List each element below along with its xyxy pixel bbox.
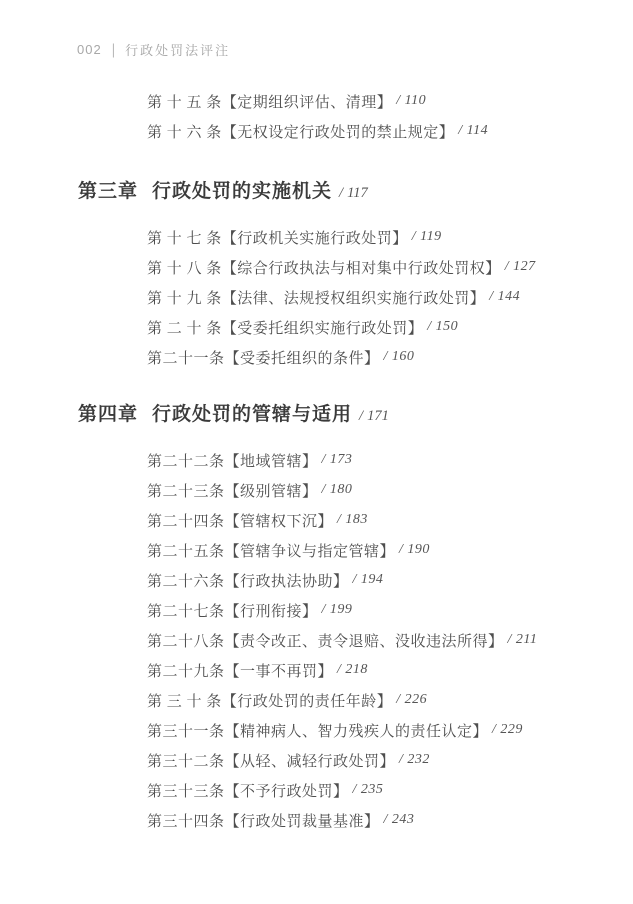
entry-title: 【级别管辖】 [224, 483, 318, 500]
entry-page [399, 752, 430, 768]
entry-title: 【行政执法协助】 [224, 573, 349, 590]
toc-entry [147, 715, 613, 745]
page-separator: / [383, 812, 388, 827]
entry-title: 【定期组织评估、清理】 [221, 94, 393, 111]
entry-page-number: 226 [404, 692, 428, 707]
entry-title: 【受委托组织实施行政处罚】 [221, 320, 424, 337]
entry-article-number: 第 十 九 条 [147, 290, 222, 307]
entry-page [399, 542, 430, 558]
page-separator: / [339, 185, 344, 201]
entry-page [508, 632, 538, 648]
entry-page-number: 211 [515, 632, 538, 647]
entry-article-number: 第 十 五 条 [147, 94, 222, 111]
chapter-heading [78, 179, 613, 205]
toc-entry [147, 116, 613, 146]
entry-article-number: 第二十六条 [147, 573, 225, 590]
entry-title: 【精神病人、智力残疾人的责任认定】 [224, 723, 489, 740]
entry-title: 【无权设定行政处罚的禁止规定】 [221, 124, 455, 141]
entry-article-number: 第二十七条 [147, 603, 225, 620]
page-separator: / [489, 289, 494, 304]
entry-title: 【管辖争议与指定管辖】 [224, 543, 396, 560]
entry-page-number: 229 [500, 722, 523, 737]
entry-page [412, 229, 442, 245]
entry-page [353, 572, 384, 588]
page-separator: / [337, 512, 342, 527]
page-separator: / [411, 229, 417, 244]
entry-title: 【从轻、减轻行政处罚】 [224, 753, 396, 770]
toc-entry [147, 535, 613, 565]
toc-entry [147, 565, 613, 595]
toc-entry [147, 342, 613, 372]
entry-article-number: 第 二 十 条 [147, 320, 222, 337]
entry-page-number: 232 [407, 752, 430, 767]
toc-entry [147, 86, 613, 116]
entry-title: 【法律、法规授权组织实施行政处罚】 [221, 290, 486, 307]
page-separator: / [321, 482, 326, 497]
toc-entry [147, 475, 613, 505]
toc-entry [147, 445, 613, 475]
chapter-page [339, 185, 368, 201]
entry-page [337, 662, 368, 678]
toc-entry [147, 655, 613, 685]
entry-page-number: 199 [329, 602, 353, 617]
entry-article-number: 第二十八条 [147, 633, 225, 650]
page-header [77, 41, 613, 57]
entry-article-number: 第 十 六 条 [147, 124, 222, 141]
entry-page [505, 259, 536, 275]
toc-entries-group [147, 86, 613, 146]
entry-page-number: 190 [407, 542, 430, 557]
entry-title: 【综合行政执法与相对集中行政处罚权】 [221, 260, 501, 277]
page-separator: / [396, 93, 401, 108]
entry-article-number: 第 十 八 条 [147, 260, 222, 277]
entry-article-number: 第三十四条 [147, 813, 225, 830]
table-of-contents [77, 86, 613, 835]
entry-page-number: 144 [497, 289, 521, 304]
chapter-title: 行政处罚的实施机关 [152, 181, 333, 202]
entry-page-number: 173 [329, 452, 353, 467]
entry-page [353, 782, 384, 798]
toc-entry [147, 222, 613, 252]
entry-page [489, 289, 520, 305]
entry-page [322, 602, 353, 618]
entry-article-number: 第二十一条 [147, 350, 225, 367]
chapter-title: 行政处罚的管辖与适用 [152, 404, 353, 425]
entry-title: 【行政处罚的责任年龄】 [221, 693, 393, 710]
entry-page [396, 692, 427, 708]
page-separator: / [399, 752, 404, 767]
toc-entries-group [147, 445, 613, 835]
entry-page [492, 722, 523, 738]
page-separator: / [458, 123, 463, 138]
entry-page-number: 218 [345, 662, 368, 677]
book-title: 行政处罚法评注 [125, 42, 231, 58]
page-separator: / [337, 662, 342, 677]
toc-entry [147, 685, 613, 715]
page-separator: / [507, 632, 512, 647]
entry-article-number: 第 十 七 条 [147, 230, 222, 247]
entry-page-number: 235 [360, 782, 384, 797]
entry-page [396, 93, 426, 109]
entry-article-number: 第三十二条 [147, 753, 225, 770]
entry-page [384, 812, 415, 828]
entry-title: 【一事不再罚】 [224, 663, 334, 680]
toc-entries-group [147, 222, 613, 372]
entry-article-number: 第三十三条 [147, 783, 225, 800]
page-separator: / [359, 408, 364, 424]
chapter-page-number: 117 [347, 185, 368, 201]
toc-entry [147, 625, 613, 655]
entry-page-number: 114 [466, 123, 489, 138]
chapter-label: 第四章 [78, 404, 139, 425]
entry-page-number: 127 [513, 259, 536, 274]
page-separator: / [399, 542, 404, 557]
page-separator: / [383, 349, 388, 364]
entry-title: 【行刑衔接】 [224, 603, 318, 620]
entry-page [427, 319, 458, 335]
toc-entry [147, 805, 613, 835]
entry-article-number: 第二十三条 [147, 483, 225, 500]
page-separator: / [352, 782, 357, 797]
header-divider: | [111, 40, 117, 58]
toc-entry [147, 312, 613, 342]
entry-page-number: 243 [391, 812, 415, 827]
entry-page [322, 482, 353, 498]
entry-page-number: 110 [404, 93, 427, 108]
toc-entry [147, 595, 613, 625]
chapter-heading [78, 402, 613, 428]
toc-entry [147, 282, 613, 312]
chapter-page [359, 408, 389, 424]
toc-entry [147, 775, 613, 805]
page-separator: / [352, 572, 357, 587]
chapter-label: 第三章 [78, 181, 139, 202]
toc-entry [147, 505, 613, 535]
page-separator: / [396, 692, 401, 707]
page-number: 002 [77, 41, 102, 57]
entry-title: 【受委托组织的条件】 [224, 350, 380, 367]
entry-page-number: 180 [329, 482, 353, 497]
toc-entry [147, 252, 613, 282]
entry-title: 【管辖权下沉】 [224, 513, 334, 530]
page-separator: / [321, 452, 326, 467]
entry-page-number: 160 [391, 349, 415, 364]
page-separator: / [321, 602, 326, 617]
entry-title: 【不予行政处罚】 [224, 783, 349, 800]
entry-title: 【行政机关实施行政处罚】 [221, 230, 408, 247]
entry-article-number: 第二十四条 [147, 513, 225, 530]
entry-page [337, 512, 368, 528]
toc-entry [147, 745, 613, 775]
chapter-page-number: 171 [367, 408, 389, 424]
entry-title: 【责令改正、责令退赔、没收违法所得】 [224, 633, 504, 650]
entry-page [384, 349, 415, 365]
page-separator: / [504, 259, 510, 274]
page-separator: / [427, 319, 432, 334]
entry-article-number: 第 三 十 条 [147, 693, 222, 710]
entry-article-number: 第二十二条 [147, 453, 225, 470]
entry-page-number: 194 [360, 572, 384, 587]
entry-title: 【地域管辖】 [224, 453, 318, 470]
entry-article-number: 第二十九条 [147, 663, 225, 680]
page-separator: / [492, 722, 497, 737]
entry-page-number: 150 [435, 319, 459, 334]
entry-article-number: 第三十一条 [147, 723, 225, 740]
entry-page-number: 119 [420, 229, 442, 244]
entry-page-number: 183 [345, 512, 368, 527]
entry-page [322, 452, 353, 468]
entry-article-number: 第二十五条 [147, 543, 225, 560]
entry-page [458, 123, 488, 139]
entry-title: 【行政处罚裁量基准】 [224, 813, 380, 830]
